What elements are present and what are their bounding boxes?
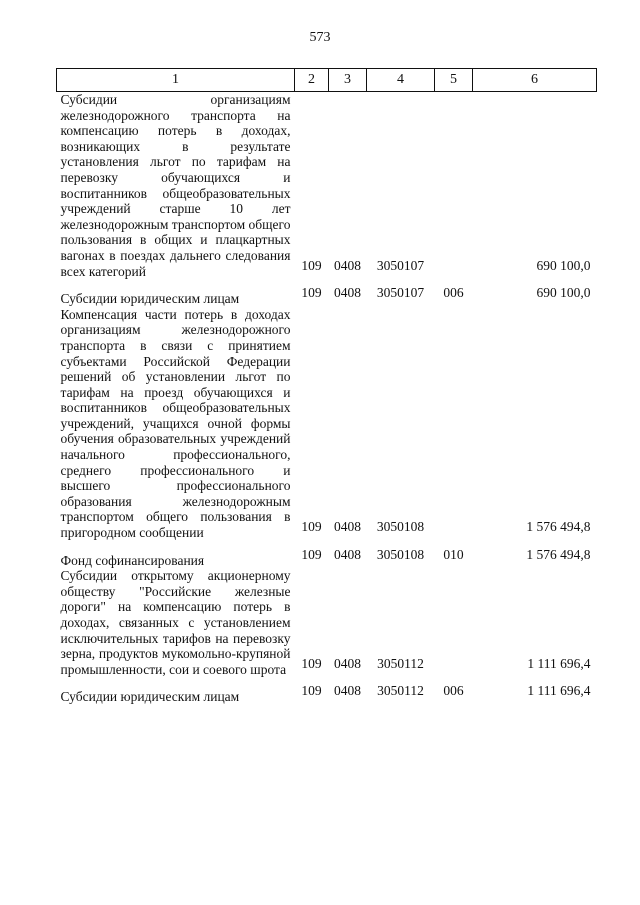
header-col-4: 4 bbox=[367, 69, 435, 92]
row-code-4: 3050108 bbox=[376, 546, 425, 562]
budget-table bbox=[56, 68, 597, 705]
table-row bbox=[57, 307, 597, 541]
header-col-6: 6 bbox=[473, 69, 597, 92]
row-code-5 bbox=[435, 568, 473, 677]
row-code-5: 006 bbox=[443, 285, 464, 301]
row-code-3: 0408 bbox=[334, 683, 361, 699]
row-amount: 1 111 696,4 bbox=[527, 683, 591, 699]
row-amount: 690 100,0 bbox=[536, 285, 591, 301]
row-amount: 690 100,0 bbox=[536, 257, 591, 273]
table-row bbox=[57, 541, 597, 569]
row-code-3: 0408 bbox=[334, 655, 361, 671]
row-description: Фонд софинансирования bbox=[60, 552, 205, 568]
row-code-4: 3050108 bbox=[376, 519, 425, 535]
row-code-2: 109 bbox=[301, 285, 322, 301]
row-amount: 1 111 696,4 bbox=[527, 655, 591, 671]
row-amount: 1 576 494,8 bbox=[526, 519, 591, 535]
row-code-3: 0408 bbox=[334, 257, 361, 273]
row-description: Субсидии юридическим лицам bbox=[60, 689, 240, 705]
row-code-3: 0408 bbox=[334, 546, 361, 562]
row-description: Субсидии юридическим лицам bbox=[60, 291, 240, 307]
page-number: 573 bbox=[309, 30, 331, 45]
row-description: Субсидии организациям железнодорожного транспорта на компенсацию потерь в доходах, возникающих в результате установления льгот по тарифам на перевозку обучающихся и воспитанников общеобразовательных учреждений старше 10 лет железнодорожным транспортом общего пользования в общих и плацкартных вагонах в поездах дальнего следования всех категорий bbox=[60, 92, 291, 279]
table-row bbox=[57, 568, 597, 677]
row-code-3: 0408 bbox=[334, 519, 361, 535]
row-code-5 bbox=[435, 92, 473, 280]
row-code-4: 3050107 bbox=[376, 285, 425, 301]
row-code-2: 109 bbox=[301, 546, 322, 562]
header-col-3: 3 bbox=[329, 69, 367, 92]
row-code-2: 109 bbox=[301, 519, 322, 535]
table-body bbox=[57, 92, 597, 705]
table-row bbox=[57, 677, 597, 705]
row-code-4: 3050112 bbox=[377, 655, 424, 671]
row-code-4: 3050112 bbox=[377, 683, 424, 699]
row-code-2: 109 bbox=[301, 257, 322, 273]
table-row bbox=[57, 279, 597, 307]
row-amount: 1 576 494,8 bbox=[526, 546, 591, 562]
header-col-2: 2 bbox=[295, 69, 329, 92]
row-code-5 bbox=[435, 307, 473, 541]
row-description: Субсидии открытому акционерному обществу "Российские железные дороги" на компенсацию потерь в доходах, связанных с установлением исключительных тарифов на перевозку зерна, продуктов мукомольно-крупяной промышленности, сои и соевого шрота bbox=[60, 568, 291, 677]
header-col-5: 5 bbox=[435, 69, 473, 92]
row-code-5: 006 bbox=[443, 683, 464, 699]
header-row bbox=[57, 69, 597, 92]
row-code-3: 0408 bbox=[334, 285, 361, 301]
table-header bbox=[57, 69, 597, 92]
row-code-5: 010 bbox=[443, 546, 464, 562]
row-code-4: 3050107 bbox=[376, 257, 425, 273]
table-row bbox=[57, 92, 597, 280]
row-code-2: 109 bbox=[301, 683, 322, 699]
row-code-2: 109 bbox=[301, 655, 322, 671]
header-col-1: 1 bbox=[57, 69, 295, 92]
row-description: Компенсация части потерь в доходах организациям железнодорожного транспорта в связи с принятием субъектами Российской Федерации решений об установлении льгот по тарифам на проезд обучающихся и воспитанников общеобразовательных учреждений, учащихся очной формы обучения образовательных учреждений начального профессионального, среднего профессионального и высшего профессионального образования железнодорожным транспортом общего пользования в пригородном сообщении bbox=[60, 306, 291, 541]
